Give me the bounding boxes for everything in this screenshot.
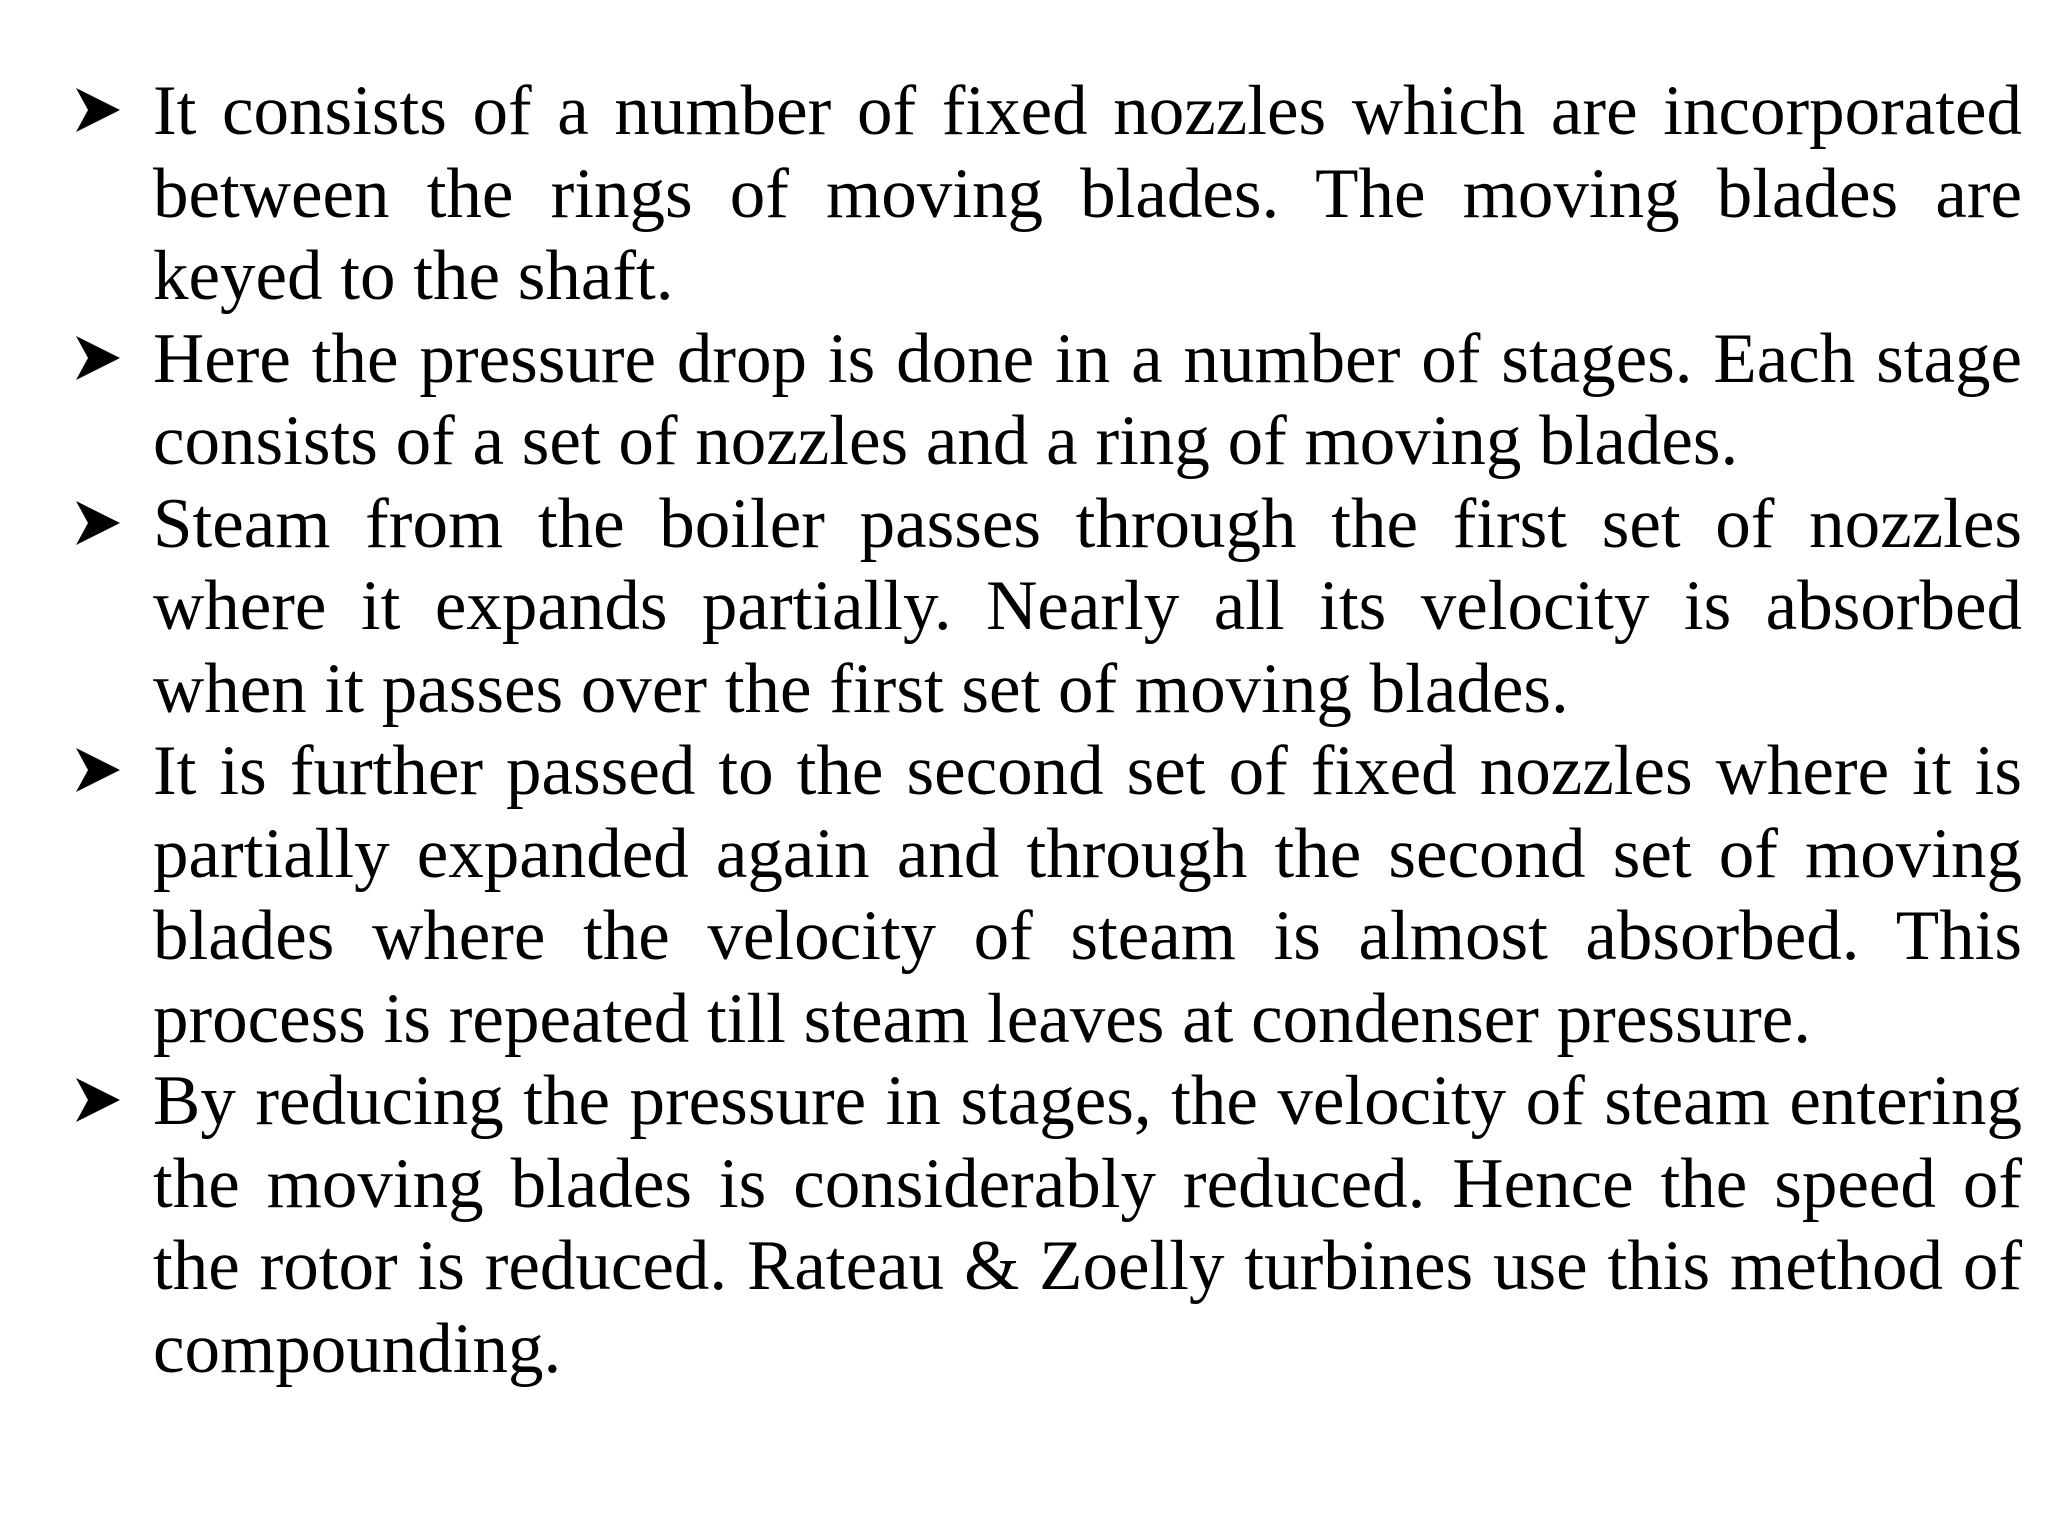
bullet-item (72, 483, 2022, 731)
bullet-item (72, 1060, 2022, 1390)
bullet-item (72, 730, 2022, 1060)
bullet-text: Here the pressure drop is done in a number of stages. Each stage consists of a set of nozzles and a ring of moving blades. (153, 319, 2022, 480)
bullet-text: It consists of a number of fixed nozzles which are incorporated between the rings of moving blades. The moving blades are keyed to the shaft. (153, 72, 2022, 315)
arrowhead-bullet-icon (72, 497, 124, 549)
arrowhead-bullet-icon (72, 1074, 124, 1126)
bullet-text: By reducing the pressure in stages, the velocity of steam entering the moving blades is considerably reduced. Hence the speed of the rotor is reduced. Rateau & Zoelly turbines use this method of compounding. (153, 1062, 2022, 1388)
bullet-item (72, 70, 2022, 318)
bullet-list (72, 70, 2022, 1390)
bullet-item (72, 318, 2022, 483)
arrowhead-bullet-icon (72, 744, 124, 796)
arrowhead-bullet-icon (72, 332, 124, 384)
bullet-text: Steam from the boiler passes through the first set of nozzles where it expands partially. Nearly all its velocity is absorbed when it passes over the first set of moving blades. (153, 484, 2022, 728)
bullet-text: It is further passed to the second set of fixed nozzles where it is partially expanded again and through the second set of moving blades where the velocity of steam is almost absorbed. This process is repeated till steam leaves at condenser pressure. (153, 732, 2022, 1058)
arrowhead-bullet-icon (72, 84, 124, 136)
